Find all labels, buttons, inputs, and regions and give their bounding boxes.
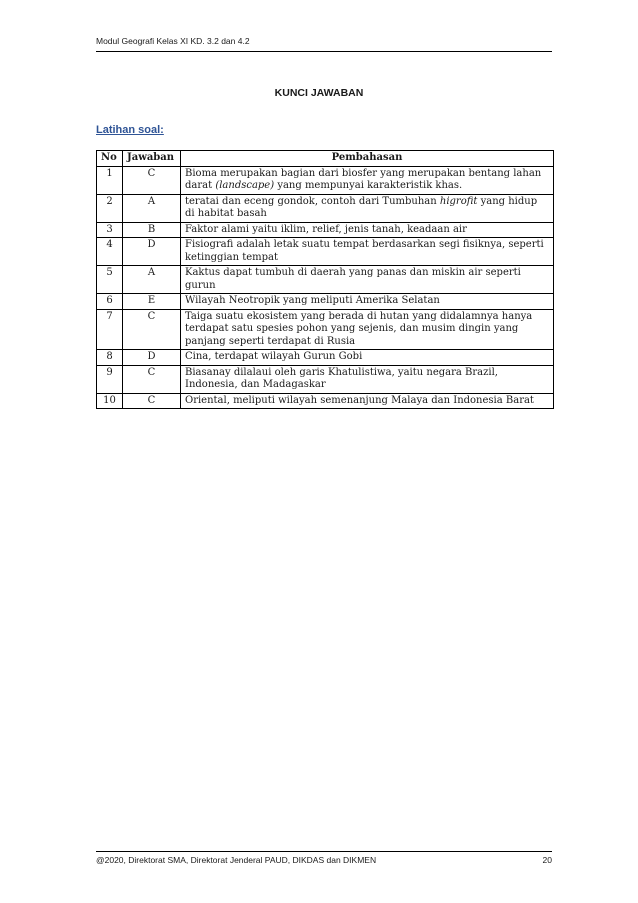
explanation-text: Biasanay dilalaui oleh garis Khatulistiwa, yaitu negara Brazil, Indonesia, dan Madagaskar (185, 366, 498, 390)
table-row (97, 266, 554, 294)
row-answer: E (123, 294, 181, 310)
explanation-text: Cina, terdapat wilayah Gurun Gobi (185, 351, 363, 362)
page-header (96, 36, 552, 52)
row-answer: C (123, 309, 181, 350)
row-number: 7 (97, 309, 123, 350)
table-row (97, 294, 554, 310)
explanation-text: Wilayah Neotropik yang meliputi Amerika Selatan (185, 295, 440, 306)
row-explanation (181, 393, 554, 409)
table-row (97, 309, 554, 350)
row-explanation (181, 266, 554, 294)
row-answer: A (123, 266, 181, 294)
row-number: 9 (97, 365, 123, 393)
table-row (97, 393, 554, 409)
explanation-text: Bioma merupakan bagian dari biosfer yang merupakan bentang lahan darat (185, 167, 542, 191)
row-number: 3 (97, 222, 123, 238)
explanation-text-cont: yang mempunyai karakteristik khas. (274, 180, 463, 191)
answer-key-table (96, 150, 554, 409)
explanation-text-cont: yang hidup di habitat basah (185, 195, 538, 219)
row-number: 1 (97, 166, 123, 194)
header-text: Modul Geografi Kelas XI KD. 3.2 dan 4.2 (96, 36, 250, 46)
row-answer: D (123, 238, 181, 266)
row-explanation (181, 194, 554, 222)
table-row (97, 194, 554, 222)
row-answer: B (123, 222, 181, 238)
row-answer: C (123, 393, 181, 409)
table-row (97, 238, 554, 266)
row-answer: C (123, 166, 181, 194)
page-footer (96, 851, 552, 865)
row-number: 10 (97, 393, 123, 409)
row-answer: D (123, 350, 181, 366)
explanation-text: Fisiografi adalah letak suatu tempat berdasarkan segi fisiknya, seperti ketinggian tempat (185, 239, 544, 263)
explanation-term: (landscape) (215, 180, 275, 191)
explanation-text: Oriental, meliputi wilayah semenanjung Malaya dan Indonesia Barat (185, 394, 534, 406)
row-explanation (181, 238, 554, 266)
section-label: Latihan soal: (96, 124, 164, 136)
row-number: 6 (97, 294, 123, 310)
header-pembahasan: Pembahasan (181, 151, 554, 167)
row-number: 4 (97, 238, 123, 266)
table-row (97, 350, 554, 366)
row-explanation (181, 222, 554, 238)
row-number: 2 (97, 194, 123, 222)
row-number: 5 (97, 266, 123, 294)
row-answer: A (123, 194, 181, 222)
row-explanation (181, 350, 554, 366)
row-explanation (181, 309, 554, 350)
table-body (97, 166, 554, 409)
row-explanation (181, 166, 554, 194)
table-row (97, 365, 554, 393)
row-number: 8 (97, 350, 123, 366)
row-answer: C (123, 365, 181, 393)
explanation-text: teratai dan eceng gondok, contoh dari Tumbuhan (185, 195, 440, 207)
table-row (97, 166, 554, 194)
explanation-text: Kaktus dapat tumbuh di daerah yang panas dan miskin air seperti gurun (185, 267, 521, 291)
explanation-text: Faktor alami yaitu iklim, relief, jenis tanah, keadaan air (185, 223, 467, 235)
row-explanation (181, 365, 554, 393)
explanation-text: Taiga suatu ekosistem yang berada di hutan yang didalamnya hanya terdapat satu spesies pohon yang sejenis, dan musim dingin yang panjang seperti terdapat di Rusia (185, 310, 533, 347)
table-header-row (97, 151, 554, 167)
footer-text: @2020, Direktorat SMA, Direktorat Jenderal PAUD, DIKDAS dan DIKMEN (96, 855, 377, 865)
explanation-term: higrofit (439, 195, 478, 207)
page-number: 20 (542, 855, 552, 865)
page-title: KUNCI JAWABAN (274, 87, 364, 99)
table-row (97, 222, 554, 238)
row-explanation (181, 294, 554, 310)
header-jawaban: Jawaban (123, 151, 181, 167)
header-no: No (97, 151, 123, 167)
